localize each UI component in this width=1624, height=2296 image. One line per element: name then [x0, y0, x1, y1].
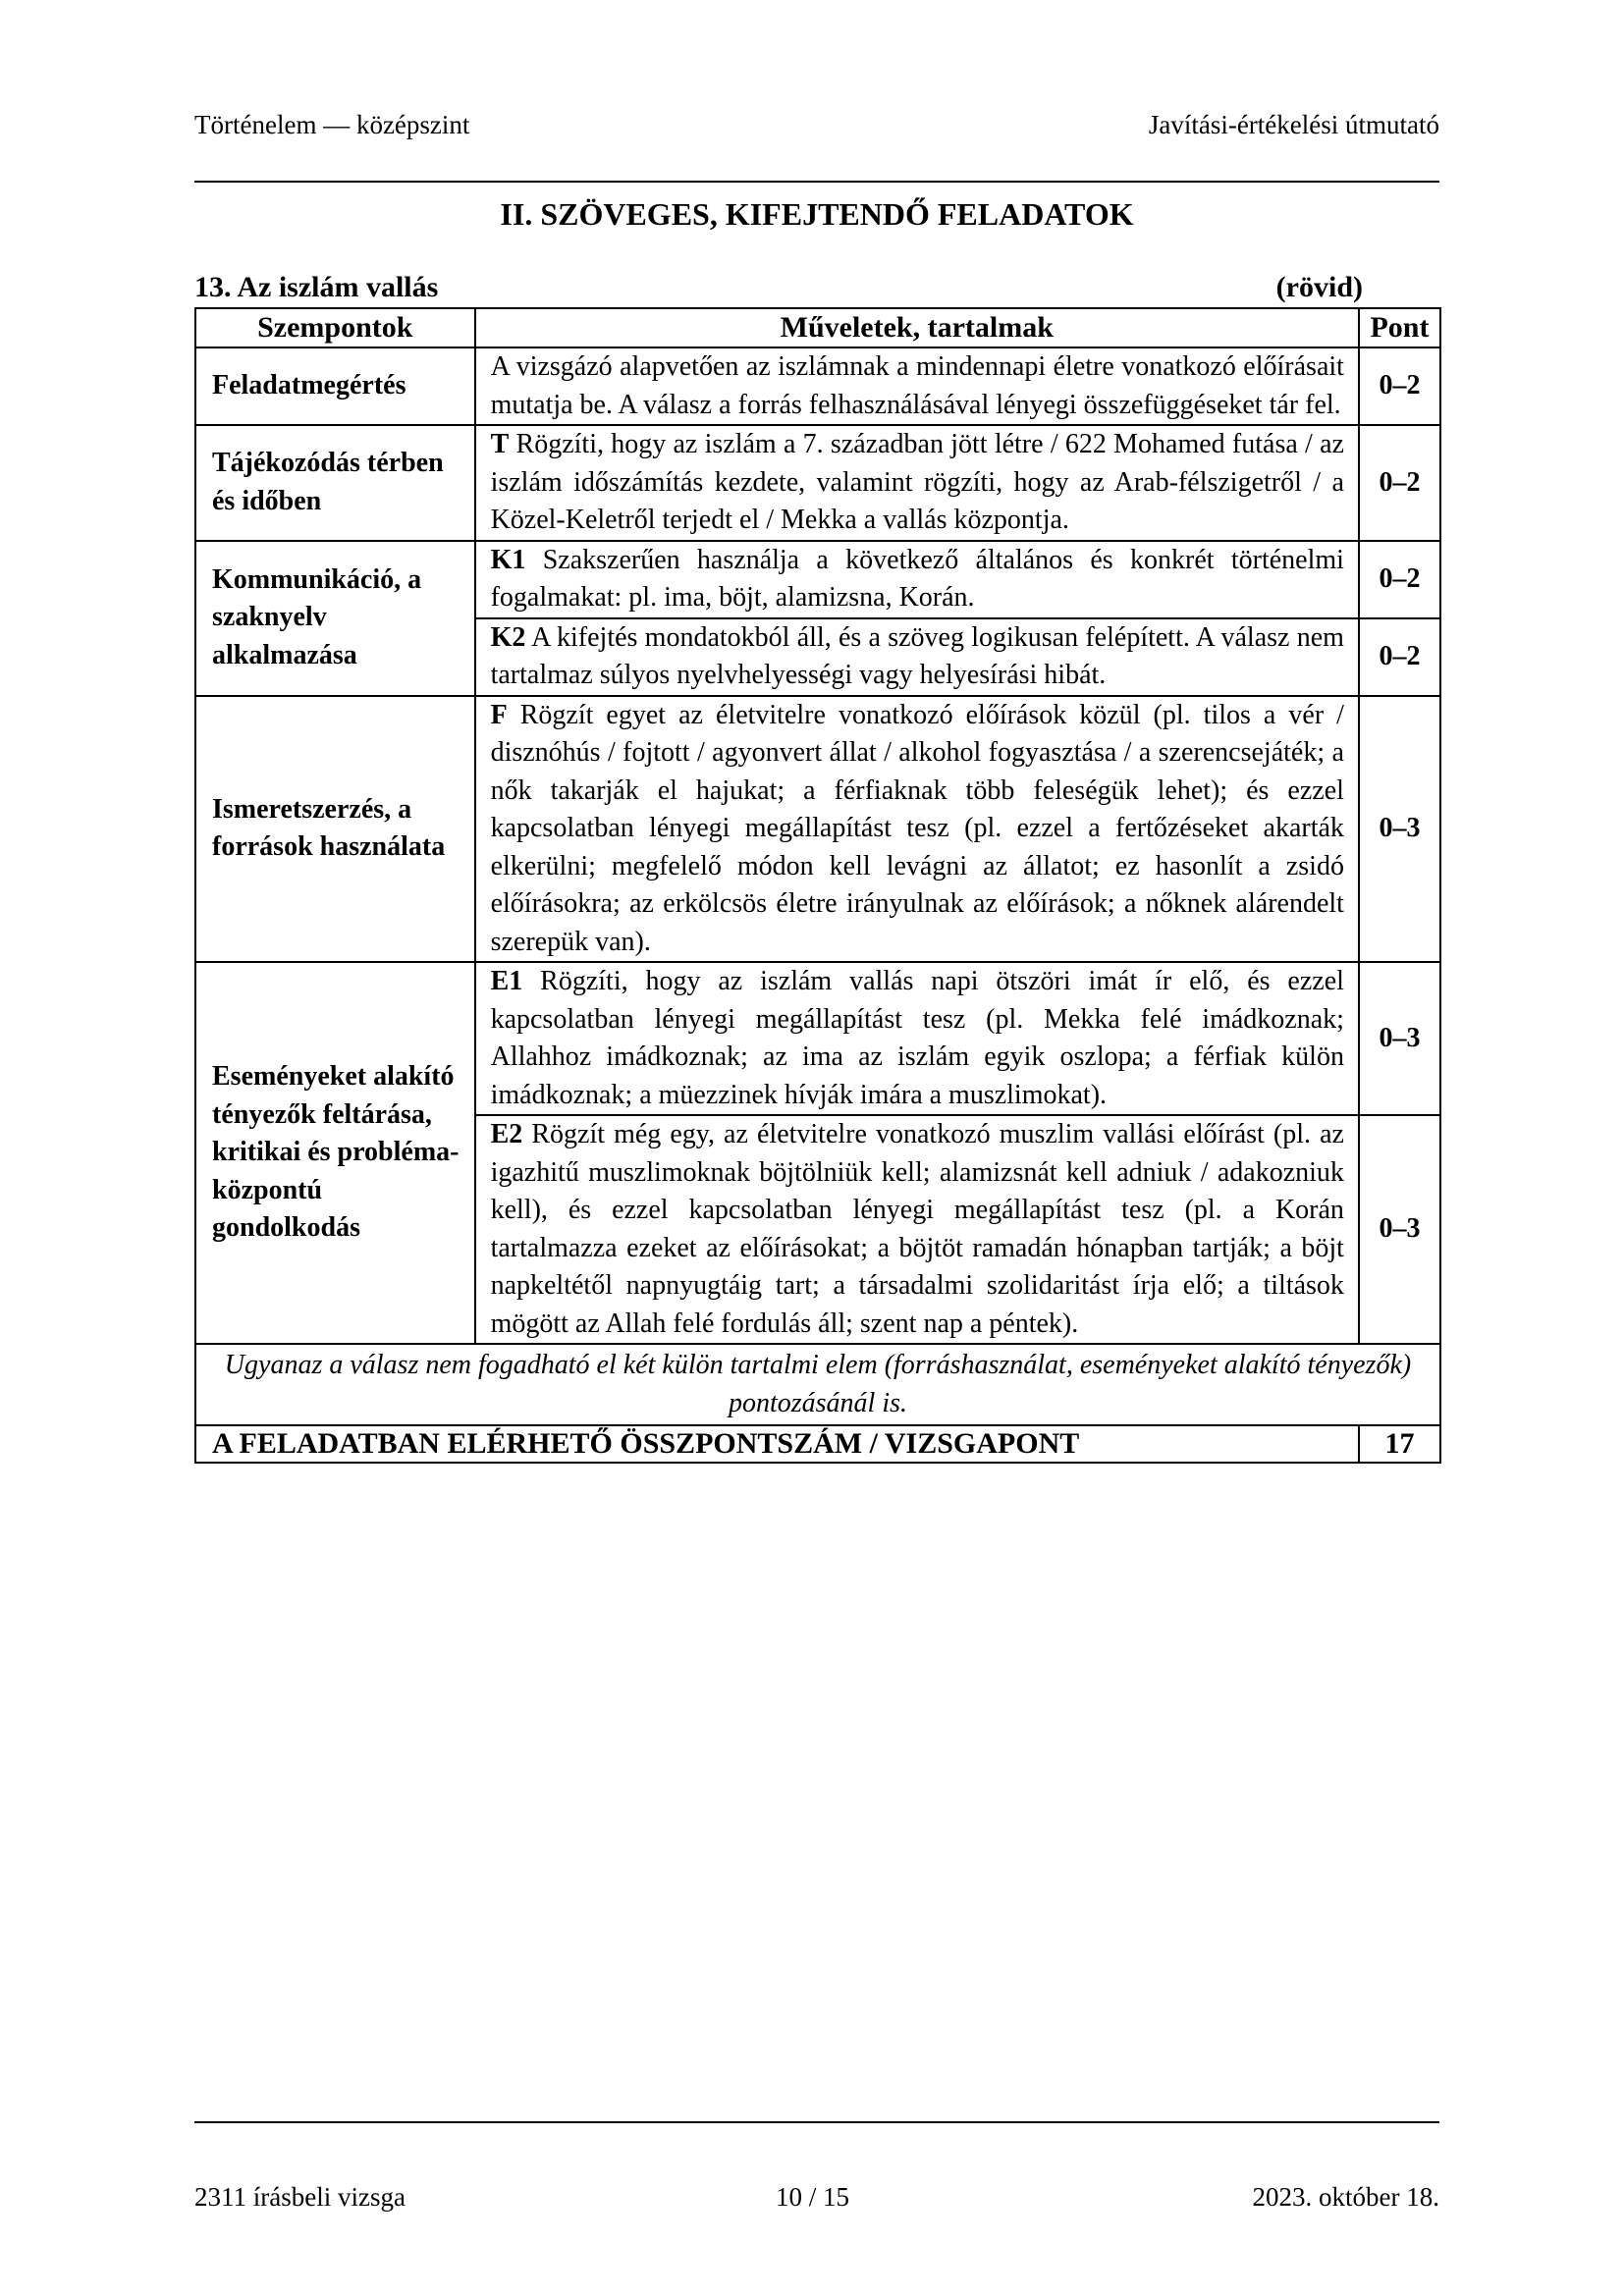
item-code: K2 — [490, 621, 526, 653]
item-text: Rögzít még egy, az életvitelre vonatkozó muszlim vallási előírást (pl. az igazhitű muszlimoknak böjtölniük kell; alamizsnát kell adniuk / adakozniuk kell), és ezzel kapcsolatban lényegi megállapítást tesz (pl. a Korán tartalmazza ezeket az előírásokat; a böjtöt ramadán hónapban tartják; a böjt napkeltétől napnyugtáig tart; a társadalmi szolidaritást írja elő; a tiltások mögött az Allah felé fordulás áll; szent nap a péntek). — [490, 1119, 1344, 1339]
item-code: F — [490, 699, 508, 730]
header-doc-type: Javítási-értékelési útmutató — [1148, 110, 1439, 139]
item-code: K1 — [490, 544, 526, 575]
points-cell: 0–3 — [1359, 696, 1440, 963]
content-cell — [475, 1115, 1359, 1344]
table-row — [195, 541, 1440, 618]
content-cell — [475, 425, 1359, 541]
content-cell — [475, 618, 1359, 696]
task-title: 13. Az iszlám vallás — [194, 271, 439, 303]
footer-rule — [194, 2121, 1439, 2123]
points-cell: 0–2 — [1359, 541, 1440, 618]
content-cell — [475, 696, 1359, 963]
table-header-row — [195, 308, 1440, 347]
criterion-cell: Feladatmegértés — [195, 347, 475, 425]
item-code: E1 — [490, 966, 523, 996]
points-cell: 0–2 — [1359, 347, 1440, 425]
content-cell — [475, 541, 1359, 618]
item-code: E2 — [490, 1119, 523, 1149]
table-row — [195, 425, 1440, 541]
table-row — [195, 696, 1440, 963]
task-type: (rövid) — [1275, 271, 1363, 303]
page-number: 10 / 15 — [776, 2182, 850, 2212]
table-row — [195, 962, 1440, 1115]
criterion-cell: Tájékozódás térben és időben — [195, 425, 475, 541]
task-heading — [194, 271, 1363, 304]
note-cell: Ugyanaz a válasz nem fogadható el két külön tartalmi elem (forráshasználat, eseményeket alakító tényezők) pontozásánál is. — [195, 1344, 1440, 1425]
points-cell: 0–3 — [1359, 962, 1440, 1115]
item-text: Rögzíti, hogy az iszlám vallás napi ötszöri imát ír elő, és ezzel kapcsolatban lényegi megállapítást tesz (pl. Mekka felé imádkoznak; Allahhoz imádkoznak; az ima az iszlám egyik oszlopa; a férfiak külön imádkoznak; a müezzinek hívják imára a muszlimokat). — [490, 966, 1344, 1110]
points-cell: 0–3 — [1359, 1115, 1440, 1344]
note-row — [195, 1344, 1440, 1425]
content-cell: A vizsgázó alapvetően az iszlámnak a mindennapi életre vonatkozó előírásait mutatja be. A válasz a forrás felhasználásával lényegi összefüggéseket tár fel. — [475, 347, 1359, 425]
criterion-cell: Ismeretszerzés, a források használata — [195, 696, 475, 963]
content-cell — [475, 962, 1359, 1115]
item-text: Rögzít egyet az életvitelre vonatkozó előírások közül (pl. tilos a vér / disznóhús / fojtott / agyonvert állat / alkohol fogyasztása / a szerencsejáték; a nők takarják el hajukat; a férfiaknak több feleségük lehet); és ezzel kapcsolatban lényegi megállapítást tesz (pl. ezzel a fertőzéseket akarták elkerülni; megfelelő módon kell levágni az állatot; ez hasonlít a zsidó előírásokra; az erkölcsös életre irányulnak az előírások; a nőknek alárendelt szerepük van). — [490, 699, 1344, 957]
column-header-content: Műveletek, tartalmak — [475, 308, 1359, 347]
total-value: 17 — [1359, 1425, 1440, 1463]
footer-date: 2023. október 18. — [1252, 2182, 1439, 2212]
item-code: T — [490, 429, 510, 459]
footer-exam-code: 2311 írásbeli vizsga — [194, 2182, 406, 2212]
header-subject: Történelem — középszint — [194, 110, 470, 139]
column-header-criteria: Szempontok — [195, 308, 475, 347]
criterion-cell: Kommunikáció, a szaknyelv alkalmazása — [195, 541, 475, 696]
points-cell: 0–2 — [1359, 618, 1440, 696]
scoring-table — [194, 307, 1441, 1464]
item-text: A kifejtés mondatokból áll, és a szöveg logikusan felépített. A válasz nem tartalmaz súlyos nyelvhelyességi vagy helyesírási hibát. — [490, 621, 1344, 690]
item-text: Rögzíti, hogy az iszlám a 7. században jött létre / 622 Mohamed futása / az iszlám időszámítás kezdete, valamint rögzíti, hogy az Arab-félszigetről / a Közel-Keletről terjedt el / Mekka a vallás központja. — [490, 429, 1344, 535]
section-title: II. SZÖVEGES, KIFEJTENDŐ FELADATOK — [500, 196, 1134, 232]
column-header-points: Pont — [1359, 308, 1440, 347]
header-rule — [194, 181, 1439, 183]
total-label: A FELADATBAN ELÉRHETŐ ÖSSZPONTSZÁM / VIZSGAPONT — [195, 1425, 1359, 1463]
item-text: Szakszerűen használja a következő általános és konkrét történelmi fogalmakat: pl. ima, böjt, alamizsna, Korán. — [490, 544, 1344, 613]
points-cell: 0–2 — [1359, 425, 1440, 541]
total-row — [195, 1425, 1440, 1463]
criterion-cell: Eseményeket alakító tényezők feltárása, kritikai és probléma-központú gondolkodás — [195, 962, 475, 1344]
table-row — [195, 347, 1440, 425]
